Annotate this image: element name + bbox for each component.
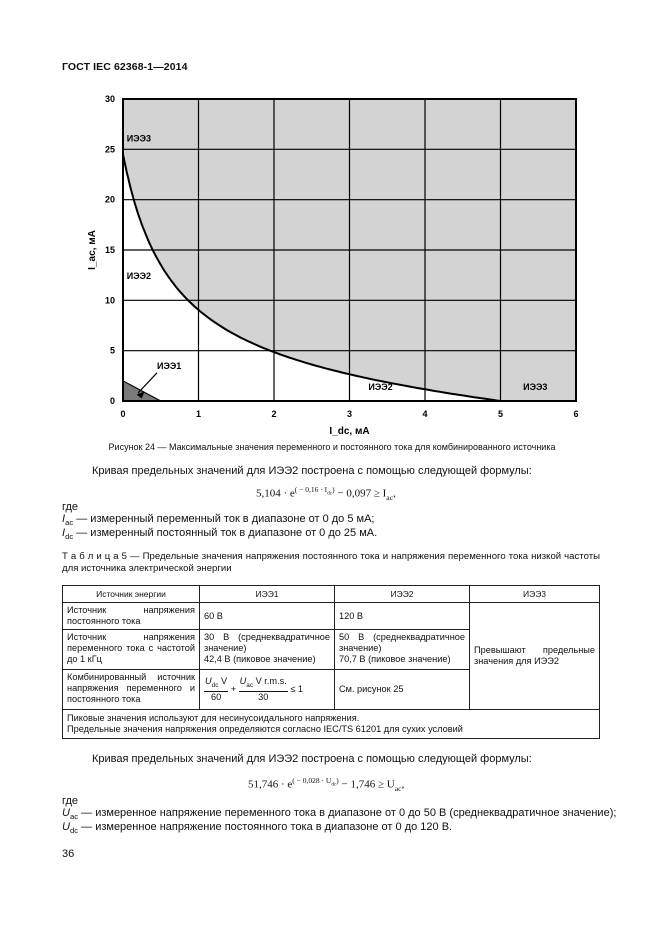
- region-label: ИЭЭ3: [523, 381, 548, 392]
- formula-1: $5,104 \cdot e^{( - 0,16 \cdot I_{dc})} - 0,097 \ge I_{ac}$,: [256, 485, 396, 502]
- table-header-cell: Источник энергии: [63, 586, 200, 603]
- table-cell: Комбинированный источник напряжения переменного и постоянного тока: [63, 670, 200, 710]
- y-tick-label: 5: [109, 345, 115, 356]
- table-cell: См. рисунок 25: [335, 670, 470, 710]
- region-label: ИЭЭ2: [368, 381, 393, 392]
- table-header-cell: ИЭЭ1: [200, 586, 335, 603]
- table-cell: 120 В: [335, 603, 470, 630]
- table-cell: 50 В (среднеквадратичное значение) 70,7 В (пиковое значение): [335, 630, 470, 670]
- page-number: 36: [62, 848, 75, 860]
- x-axis-label: I_dc, мА: [329, 426, 370, 437]
- iee1-arrow-line: [138, 373, 157, 393]
- figure-caption: Рисунок 24 — Максимальные значения переменного и постоянного тока для комбинированного источника: [108, 442, 556, 452]
- region-label: ИЭЭ1: [156, 360, 182, 371]
- table-cell-formula: $\frac{U_{dc} V}{60}$ + $\frac{U_{ac} V r.m.s.}{30}$ ≤ 1: [200, 670, 335, 710]
- x-tick-label: 5: [497, 409, 504, 419]
- y-tick-label: 25: [104, 144, 115, 155]
- table-cell-iee3: Превышают предельные значения для ИЭЭ2: [470, 603, 600, 710]
- table-cell: 60 В: [200, 603, 335, 630]
- where-label-2: где: [62, 795, 79, 807]
- table-header-cell: ИЭЭ3: [470, 586, 600, 603]
- table-cell: Источник напряжения постоянного тока: [63, 603, 200, 630]
- table-header-row: [63, 586, 600, 603]
- table-title: Т а б л и ц а 5 — Предельные значения напряжения постоянного тока и напряжения переменного тока низкой частоты для источника электрической энергии: [62, 551, 600, 574]
- table-cell: Источник напряжения переменного тока с частотой до 1 кГц: [63, 630, 200, 670]
- x-tick-label: 4: [422, 409, 428, 419]
- paragraph-2: Кривая предельных значений для ИЭЭ2 построена с помощью следующей формулы:: [92, 753, 532, 765]
- table-5: [62, 585, 600, 739]
- table-notes: Пиковые значения используют для несинусоидального напряжения. Предельные значения напряжения определяются согласно IEC/TS 61201 для сухих условий: [63, 710, 600, 739]
- y-tick-label: 10: [104, 295, 115, 306]
- y-tick-label: 0: [109, 396, 115, 406]
- document-header: ГОСТ IEC 62368-1—2014: [62, 61, 188, 73]
- y-axis-label: I_ac, мА: [87, 230, 98, 270]
- x-tick-label: 6: [573, 409, 579, 419]
- x-tick-label: 1: [195, 409, 202, 419]
- definition-idc: $I_{dc}$ — измеренный постоянный ток в диапазоне от 0 до 25 мА.: [62, 527, 378, 542]
- x-tick-label: 3: [346, 409, 353, 419]
- y-tick-label: 20: [104, 194, 115, 205]
- x-tick-label: 0: [120, 409, 126, 419]
- definition-uac: $U_{ac}$ — измеренное напряжение переменного тока в диапазоне от 0 до 50 В (среднеквадратичное значение);: [62, 807, 617, 822]
- where-label-1: где: [62, 501, 79, 513]
- fraction-dc: $\frac{U_{dc} V}{60}$: [205, 676, 228, 702]
- current-limits-chart: [0, 0, 661, 440]
- table-row: [63, 603, 600, 630]
- y-tick-label: 15: [104, 245, 115, 255]
- y-tick-label: 30: [104, 94, 115, 104]
- region-label: ИЭЭ2: [126, 271, 152, 282]
- paragraph-1: Кривая предельных значений для ИЭЭ2 построена с помощью следующей формулы:: [92, 465, 532, 477]
- region-label: ИЭЭ3: [126, 133, 152, 144]
- table-notes-row: [63, 710, 600, 739]
- fraction-ac: $\frac{U_{ac} V r.m.s.}{30}$: [239, 676, 287, 702]
- definition-iac: $I_{ac}$ — измеренный переменный ток в диапазоне от 0 до 5 мА;: [62, 513, 375, 528]
- table-header-cell: ИЭЭ2: [335, 586, 470, 603]
- iee1-region: [123, 381, 161, 401]
- definition-udc: $U_{dc}$ — измеренное напряжение постоянного тока в диапазоне от 0 до 120 В.: [62, 821, 453, 836]
- formula-2: $51,746 \cdot e^{( - 0,028 \cdot U_{dc})} - 1,746 \ge U_{ac}$,: [248, 776, 405, 793]
- table-cell: 30 В (среднеквадратичное значение) 42,4 В (пиковое значение): [200, 630, 335, 670]
- x-tick-label: 2: [271, 409, 277, 419]
